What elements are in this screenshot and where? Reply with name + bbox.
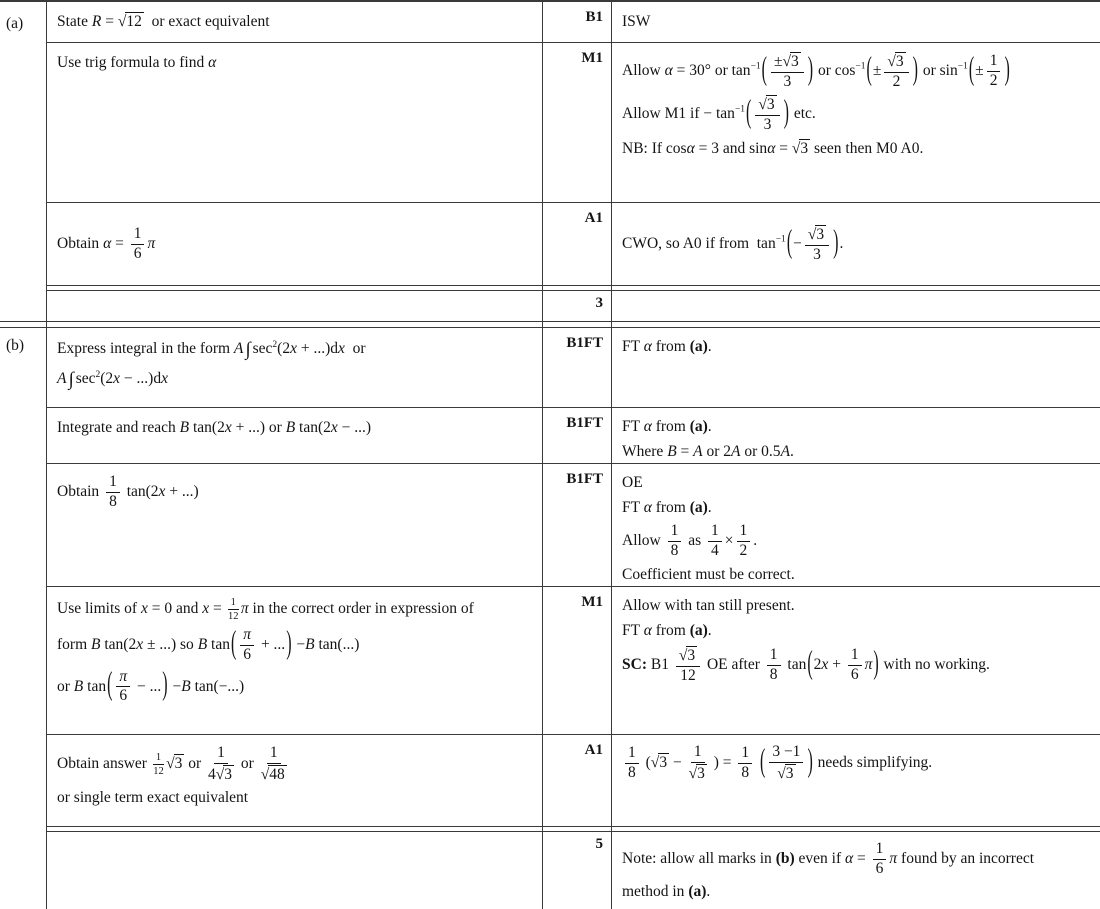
label-column-divider-line [46, 2, 47, 909]
row-b4 [0, 587, 1100, 735]
cell-mark-b1: B1FT [566, 335, 603, 351]
mark-column-right-line [611, 2, 612, 909]
cell-desc-a3: Obtain α = $\frac{1}{6}$ π [57, 224, 156, 262]
mark-column-left-line [542, 2, 543, 909]
cell-mark-a1: B1 [585, 9, 603, 25]
row-b1 [0, 328, 1100, 408]
part-label-b: (b) [6, 337, 25, 354]
row-b-total [0, 832, 1100, 909]
row-a1 [0, 2, 1100, 43]
cell-comment-b3: OE FT α from (a). Allow $\frac{1}{8}$ as $\frac{1}{4}$ × $\frac{1}{2}$ . Coefficient must be correct. [622, 474, 795, 583]
label-column-spacer [0, 408, 46, 464]
row-a3 [0, 203, 1100, 285]
label-column-spacer [0, 832, 46, 909]
cell-desc-b1: Express integral in the form A ∫ $\sec^2(2x + ...)dx$ or A ∫ $\sec^2(2x - ...)dx$ [57, 339, 366, 390]
cell-comment-a3: CWO, so A0 if from $\tan^{-1}(-$ $\frac{√3}{3}$ ). [622, 224, 844, 263]
cell-desc-a-total [46, 291, 543, 321]
cell-desc-a2: Use trig formula to find α [57, 54, 217, 71]
cell-mark-a3: A1 [584, 210, 603, 226]
cell-mark-a2: M1 [581, 50, 603, 66]
cell-mark-a-total: 3 [595, 295, 603, 311]
cell-mark-b-total: 5 [595, 836, 603, 852]
label-column-spacer [0, 203, 46, 285]
cell-desc-b3: Obtain $\frac{1}{8}$ tan(2x + ...) [57, 473, 199, 510]
label-column-spacer [0, 587, 46, 735]
cell-mark-b4: M1 [581, 594, 603, 610]
cell-comment-b-total: Note: allow all marks in (b) even if α = $\frac{1}{6}$ π found by an incorrect method in (a). [622, 840, 1035, 901]
cell-desc-b4: Use limits of x = 0 and x = $\frac{1}{12}$ π in the correct order in expression of form B tan(2x ± ...) so B tan( $\frac{\pi}{6}$ + ...) −B tan(...) or B tan( $\frac{\pi}{6}$ − ...) −B tan(−...) [57, 597, 474, 705]
label-column-spacer [0, 43, 46, 203]
row-a-total [0, 291, 1100, 321]
label-column-spacer [0, 735, 46, 826]
cell-comment-b5: $\frac{1}{8}$ (√3 − $\frac{1}{√3}$ ) = $\frac{1}{8}$ ( $\frac{3 -1}{√3}$ ) needs simplifying. [612, 735, 1100, 826]
label-column-spacer [0, 464, 46, 587]
cell-desc-b2: Integrate and reach B tan(2x + ...) or B tan(2x − ...) [57, 419, 372, 436]
row-a2 [0, 43, 1100, 203]
cell-comment-b1: FT α from (a). [622, 338, 712, 355]
cell-comment-b4: Allow with tan still present. FT α from (a). SC: B1 $\frac{√3}{12}$ OE after $\frac{1}{8}$ tan(2x + $\frac{1}{6}$ π) with no working. [622, 597, 990, 685]
section-double-rule [0, 321, 1100, 328]
cell-mark-b2: B1FT [566, 415, 603, 431]
cell-comment-a2: Allow α = 30° or $\tan^{-1}$( $\frac{\pm√3}{3}$ ) or $\cos^{-1}(\pm$ $\frac{√3}{2}$ ) or $\sin^{-1}(\pm$ $\frac{1}{2}$ ) Allow M1 if − $\tan^{-1}$( $\frac{√3}{3}$ ) etc. NB: If cosα = 3 and sinα = √3 seen then M0 A0. [622, 51, 1010, 157]
cell-comment-a1: ISW [622, 12, 651, 30]
row-b3 [0, 464, 1100, 587]
cell-desc-b-total [46, 832, 543, 909]
cell-comment-b2: FT α from (a). Where B = A or 2A or 0.5A. [622, 418, 794, 461]
cell-desc-b5: Obtain answer $\frac{1}{12}$ √3 or $\frac{1}{4√3}$ or $\frac{1}{√48}$ or single term exact equivalent [57, 744, 285, 807]
cell-comment-a-total [612, 291, 1100, 321]
cell-desc-a1: State R = √12 or exact equivalent [57, 12, 270, 30]
row-b5 [0, 735, 1100, 826]
part-label-a: (a) [6, 15, 24, 32]
label-column-spacer [0, 291, 46, 321]
cell-mark-b3: B1FT [566, 471, 603, 487]
cell-mark-b5: A1 [584, 742, 603, 758]
row-b2 [0, 408, 1100, 464]
